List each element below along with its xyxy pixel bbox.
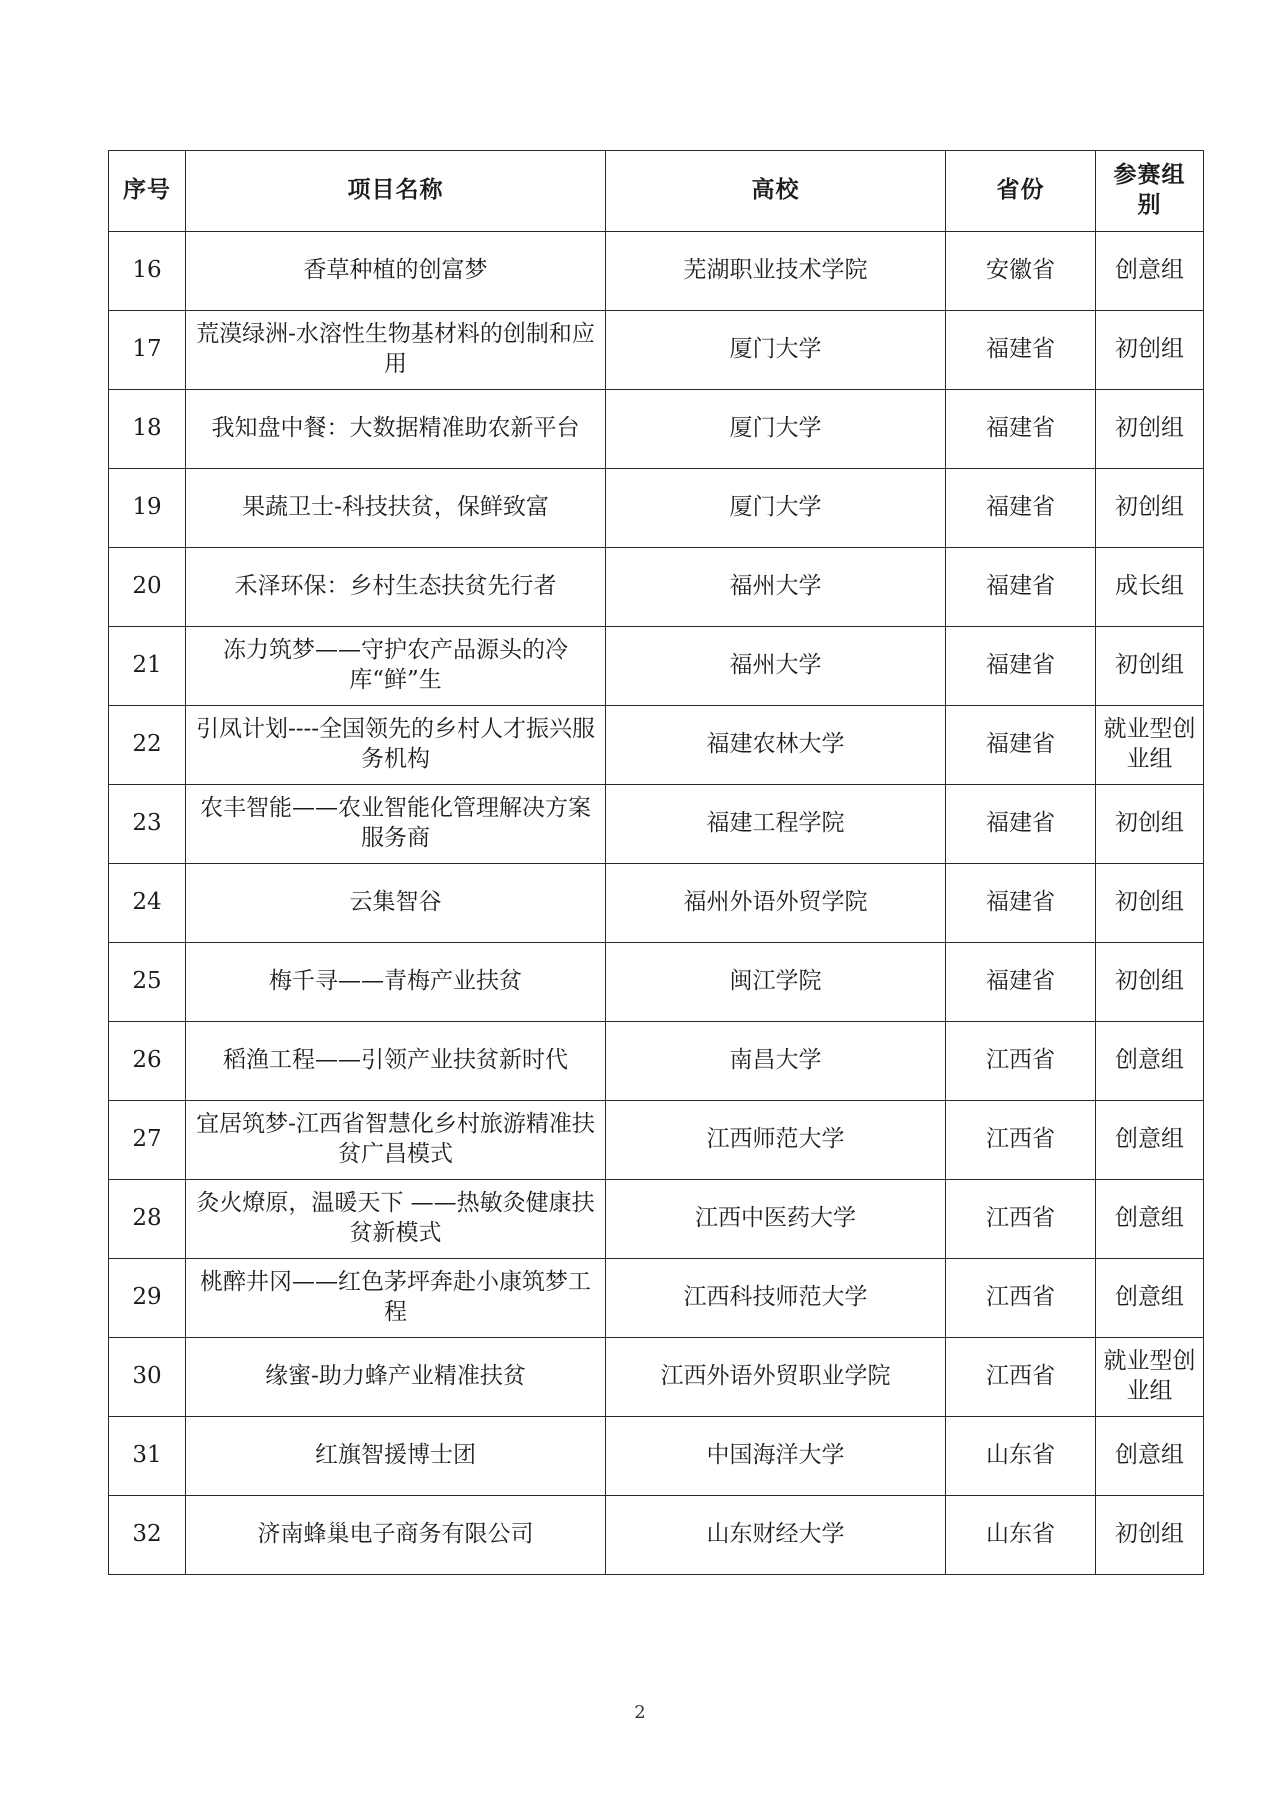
cell-school: 山东财经大学	[606, 1496, 946, 1575]
cell-project-name: 荒漠绿洲-水溶性生物基材料的创制和应用	[186, 311, 606, 390]
cell-project-name: 济南蜂巢电子商务有限公司	[186, 1496, 606, 1575]
cell-school: 厦门大学	[606, 311, 946, 390]
cell-group: 初创组	[1096, 311, 1204, 390]
cell-project-name: 灸火燎原，温暖天下 ——热敏灸健康扶贫新模式	[186, 1180, 606, 1259]
cell-school: 福州大学	[606, 548, 946, 627]
cell-group: 创意组	[1096, 1022, 1204, 1101]
table-row	[109, 627, 1204, 706]
cell-seq: 29	[109, 1259, 186, 1338]
cell-province: 福建省	[946, 548, 1096, 627]
cell-seq: 32	[109, 1496, 186, 1575]
header-group: 参赛组别	[1096, 151, 1204, 232]
table-row	[109, 1022, 1204, 1101]
cell-project-name: 红旗智援博士团	[186, 1417, 606, 1496]
cell-project-name: 果蔬卫士-科技扶贫，保鲜致富	[186, 469, 606, 548]
cell-project-name: 缘蜜-助力蜂产业精准扶贫	[186, 1338, 606, 1417]
cell-project-name: 引凤计划----全国领先的乡村人才振兴服务机构	[186, 706, 606, 785]
table-header-row	[109, 151, 1204, 232]
cell-province: 福建省	[946, 943, 1096, 1022]
cell-province: 福建省	[946, 311, 1096, 390]
table-row	[109, 1259, 1204, 1338]
table-row	[109, 548, 1204, 627]
table-row	[109, 943, 1204, 1022]
table-row	[109, 1338, 1204, 1417]
cell-seq: 24	[109, 864, 186, 943]
cell-seq: 31	[109, 1417, 186, 1496]
table-body	[109, 232, 1204, 1575]
cell-province: 江西省	[946, 1022, 1096, 1101]
cell-seq: 17	[109, 311, 186, 390]
table-row	[109, 785, 1204, 864]
cell-project-name: 桃醉井冈——红色茅坪奔赴小康筑梦工程	[186, 1259, 606, 1338]
cell-group: 初创组	[1096, 627, 1204, 706]
cell-project-name: 香草种植的创富梦	[186, 232, 606, 311]
table-row	[109, 1101, 1204, 1180]
cell-school: 厦门大学	[606, 390, 946, 469]
cell-province: 福建省	[946, 627, 1096, 706]
page-number: 2	[634, 1702, 646, 1723]
cell-school: 江西中医药大学	[606, 1180, 946, 1259]
cell-seq: 20	[109, 548, 186, 627]
table-row	[109, 390, 1204, 469]
cell-group: 创意组	[1096, 1417, 1204, 1496]
cell-project-name: 云集智谷	[186, 864, 606, 943]
cell-province: 山东省	[946, 1417, 1096, 1496]
table-row	[109, 1417, 1204, 1496]
cell-school: 江西师范大学	[606, 1101, 946, 1180]
cell-seq: 23	[109, 785, 186, 864]
cell-school: 福州大学	[606, 627, 946, 706]
cell-project-name: 我知盘中餐：大数据精准助农新平台	[186, 390, 606, 469]
cell-group: 成长组	[1096, 548, 1204, 627]
cell-project-name: 冻力筑梦——守护农产品源头的冷库“鲜”生	[186, 627, 606, 706]
cell-seq: 27	[109, 1101, 186, 1180]
cell-group: 初创组	[1096, 785, 1204, 864]
cell-school: 芜湖职业技术学院	[606, 232, 946, 311]
table-row	[109, 1496, 1204, 1575]
cell-group: 初创组	[1096, 469, 1204, 548]
cell-project-name: 梅千寻——青梅产业扶贫	[186, 943, 606, 1022]
cell-group: 初创组	[1096, 390, 1204, 469]
table-row	[109, 864, 1204, 943]
cell-seq: 21	[109, 627, 186, 706]
cell-seq: 25	[109, 943, 186, 1022]
header-name: 项目名称	[186, 151, 606, 232]
project-table	[108, 150, 1204, 1575]
cell-project-name: 稻渔工程——引领产业扶贫新时代	[186, 1022, 606, 1101]
cell-seq: 16	[109, 232, 186, 311]
cell-province: 福建省	[946, 706, 1096, 785]
cell-seq: 28	[109, 1180, 186, 1259]
cell-province: 山东省	[946, 1496, 1096, 1575]
cell-province: 福建省	[946, 469, 1096, 548]
cell-school: 江西外语外贸职业学院	[606, 1338, 946, 1417]
cell-province: 福建省	[946, 390, 1096, 469]
cell-group: 创意组	[1096, 1180, 1204, 1259]
cell-province: 江西省	[946, 1180, 1096, 1259]
cell-school: 厦门大学	[606, 469, 946, 548]
cell-project-name: 禾泽环保：乡村生态扶贫先行者	[186, 548, 606, 627]
cell-seq: 18	[109, 390, 186, 469]
cell-province: 福建省	[946, 864, 1096, 943]
cell-province: 江西省	[946, 1259, 1096, 1338]
cell-group: 创意组	[1096, 232, 1204, 311]
cell-school: 福州外语外贸学院	[606, 864, 946, 943]
table-row	[109, 1180, 1204, 1259]
cell-province: 江西省	[946, 1338, 1096, 1417]
cell-project-name: 宜居筑梦-江西省智慧化乡村旅游精准扶贫广昌模式	[186, 1101, 606, 1180]
cell-group: 就业型创业组	[1096, 1338, 1204, 1417]
cell-school: 福建工程学院	[606, 785, 946, 864]
header-seq: 序号	[109, 151, 186, 232]
table-row	[109, 311, 1204, 390]
table-row	[109, 706, 1204, 785]
cell-school: 闽江学院	[606, 943, 946, 1022]
cell-group: 初创组	[1096, 943, 1204, 1022]
cell-seq: 26	[109, 1022, 186, 1101]
cell-group: 创意组	[1096, 1101, 1204, 1180]
table-row	[109, 232, 1204, 311]
table-row	[109, 469, 1204, 548]
cell-province: 安徽省	[946, 232, 1096, 311]
header-school: 高校	[606, 151, 946, 232]
cell-province: 江西省	[946, 1101, 1096, 1180]
cell-group: 初创组	[1096, 864, 1204, 943]
cell-school: 南昌大学	[606, 1022, 946, 1101]
cell-school: 福建农林大学	[606, 706, 946, 785]
cell-seq: 19	[109, 469, 186, 548]
cell-school: 江西科技师范大学	[606, 1259, 946, 1338]
cell-province: 福建省	[946, 785, 1096, 864]
cell-seq: 30	[109, 1338, 186, 1417]
cell-school: 中国海洋大学	[606, 1417, 946, 1496]
cell-group: 就业型创业组	[1096, 706, 1204, 785]
cell-project-name: 农丰智能——农业智能化管理解决方案服务商	[186, 785, 606, 864]
cell-seq: 22	[109, 706, 186, 785]
header-province: 省份	[946, 151, 1096, 232]
cell-group: 创意组	[1096, 1259, 1204, 1338]
cell-group: 初创组	[1096, 1496, 1204, 1575]
